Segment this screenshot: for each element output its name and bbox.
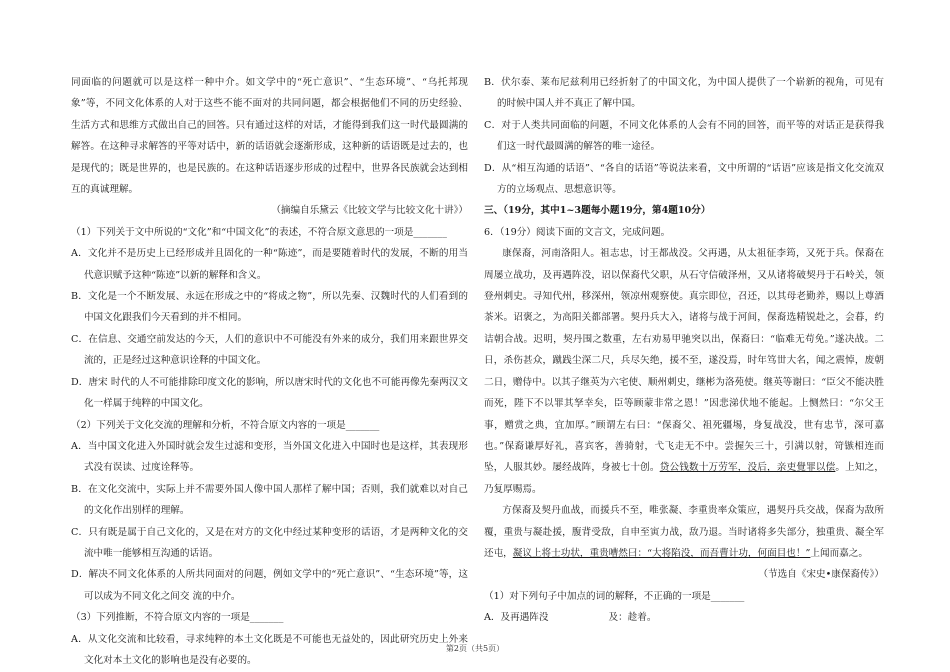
right-column — [484, 72, 884, 629]
classical-passage-source: （节选自《宋史•康保裔传》） — [758, 569, 884, 581]
question-2-option-a: A．当中国文化进入外国时就会发生过滤和变形，当外国文化进入中国时也是这样，其表现形式没有误读、过度诠释等。 — [71, 440, 468, 474]
question-1-option-a: A．文化并不是历史上已经形成并且固化的一种“陈迹”，而是要随着时代的发展，不断的用当代意识赋予这种“陈迹”以新的解释和含义。 — [71, 248, 468, 281]
passage-2-text-end: 上闻而嘉之。 — [810, 547, 868, 559]
question-2-stem: （2）下列关于文化交流的理解和分析，不符合原文内容的一项是_______ — [71, 419, 380, 431]
question-6-1-option-a — [484, 607, 884, 628]
page-footer: 第2页（共5页） — [445, 644, 505, 653]
passage-1-text-end: 。上知之，乃复厚赐焉。 — [484, 462, 885, 495]
question-1-option-b: B．文化是一个不断发展、永远在形成之中的“将成之物”，所以先秦、汉魏时代的人们看到的中国文化跟我们今天看到的并不相同。 — [71, 291, 468, 324]
left-column — [71, 72, 468, 671]
question-2-option-c: C．只有既是属于自己文化的，又是在对方的文化中经过某种变形的话语，才是两种文化的交流中唯一能够相互沟通的话语。 — [71, 526, 468, 559]
question-3-option-b: B．伏尔泰、莱布尼兹利用已经折射了的中国文化，为中国人提供了一个崭新的视角，可见有的时候中国人并不真正了解中国。 — [484, 77, 884, 110]
underlined-sentence-2: 凝议上将士功状，重贵嘈然曰：“大将陷没，而吾曹计功，何面目也！” — [512, 547, 811, 559]
passage-source: （摘编自乐黛云《比较文学与比较文化十讲》） — [271, 205, 468, 217]
question-2-option-d: D．解决不同文化体系的人所共同面对的问题，例如文学中的“死亡意识”、“生态环境”等，这可以成为不同文化之间交 流的中介。 — [71, 569, 468, 602]
underlined-sentence-1: 贷公钱数十万劳军，没后，亲吏覺罪以偿 — [659, 462, 836, 474]
question-6-stem: 6．（19分）阅读下面的文言文，完成问题。 — [484, 226, 671, 238]
question-1-option-d: D．唐宋 时代的人不可能排除印度文化的影响，所以唐宋时代的文化也不可能再像先秦两汉文化一样属于纯粹的中国文化。 — [71, 376, 468, 410]
passage-1-text: 康保裔，河南洛阳人。祖志忠，讨王都战没。父再遇，从太祖征李筠，又死于兵。保裔在周屡立战功，及再遇阵没，诏以保裔代父职，从石守信破泽州，又从诸将破契丹于石岭关，领登州刺史。寻知代州，移深州，领凉州观察使。真宗即位，召还，以其母老勤养，赐以上尊酒茶米。诏褒之，为高阳关都部署。契丹兵大入，诸将与战于河间，保裔选精锐赴之，会暮，约诘朝合战。迟明，契丹围之数重，左右劝易甲驰突以出，保裔曰：“临难无苟免。”遂决战。二日，杀伤甚众，蹴践尘深二尺，兵尽矢绝，援不至，遂没焉，时年笃丗大名，闻之震悼，废朝二日，赠侍中。以其子继英为六宅使、顺州刺史，继彬为洛苑使。继英等谢曰：“臣父不能决胜而死，陛下不以罪其孥幸矣，臣等顾蒙非常之恩！”因悲涕伏地不能起。上恻然曰：“尔父王事，赠赏之典，宜加厚。”顾谓左右曰：“保裔父、祖死疆埸，身复战没，世有忠节，深可嘉也。”保裔谦厚好礼，喜宾客，善骑射，弋飞走无不中。尝握矢三十，引满以射，笴镞相连而坠，人服其妙。屡经战阵，身被七十创。 — [484, 248, 884, 474]
question-1-option-c: C．在信息、交通空前发达的今天，人们的意识中不可能没有外来的成分，我们用来跟世界交流的，正是经过这种意识诠释的中国文化。 — [71, 333, 468, 367]
question-3-option-a: A．从文化交流和比较看，寻求纯粹的本土文化既是不可能也无益处的，因此研究历史上外来文化对本土文化的影响也是没有必要的。 — [71, 633, 468, 666]
reading-passage-continued: 同面临的问题就可以是这样一种中介。如文学中的“死亡意识”、“生态环境”、“乌托邦现象”等，不同文化体系的人对于这些不能不面对的共同问题，都会根据他们不同的历史经验、生活方式和思维方式做出自己的回答。只有通过这样的对话，才能得到我们这一时代最圆满的解答。在这种寻求解答的平等对话中，新的话语就会逐渐形成，这种新的话语既是过去的，也是现代的；既是世界的，也是民族的。在这种话语逐步形成的过程中，世界各民族就会达到相互的真诚理解。 — [71, 77, 468, 196]
question-2-option-b: B．在文化交流中，实际上并不需要外国人像中国人那样了解中国；否则，我们就难以对自己的文化作出别样的理解。 — [71, 483, 468, 517]
question-6-1-stem: （1）对下列句子中加点的词的解释，不正确的一项是_______ — [484, 590, 745, 602]
question-3-option-c: C．对于人类共同面临的问题，不同文化体系的人会有不同的回答，而平等的对话正是获得我们这一时代最圆满的解答的唯一途径。 — [484, 119, 884, 153]
question-1-stem: （1）下列关于文中所说的“文化”和“中国文化”的表述，不符合原文意思的一项是_______ — [71, 226, 447, 238]
question-6-1-option-a-phrase: A．及再遇阵没 — [484, 612, 549, 624]
question-3-option-d: D．从“相互沟通的话语”、“各自的话语”等说法来看，文中所谓的“话语”应该是指文化交流双方的立场观点、思想意识等。 — [484, 162, 884, 196]
section-three-heading: 三、（19分，其中1~3题每小题19分，第4题10分） — [484, 205, 711, 217]
passage-2-text: 方保裔及契丹血战，而援兵不至，唯张凝、李重贵率众策应，遇契丹兵交战，保裔为敌所覆，重贵与凝赴援，腹背受敌，自申至寅力战，敌乃退。当时诸将多失部分，独重贵、凝全军还屯， — [484, 505, 884, 559]
classical-passage-paragraph-1 — [484, 243, 884, 500]
question-3-stem: （3）下列推断，不符合原文内容的一项是_______ — [71, 612, 284, 624]
classical-passage-paragraph-2 — [484, 500, 884, 564]
question-6-1-option-a-gloss: 及：趁着。 — [608, 612, 657, 624]
